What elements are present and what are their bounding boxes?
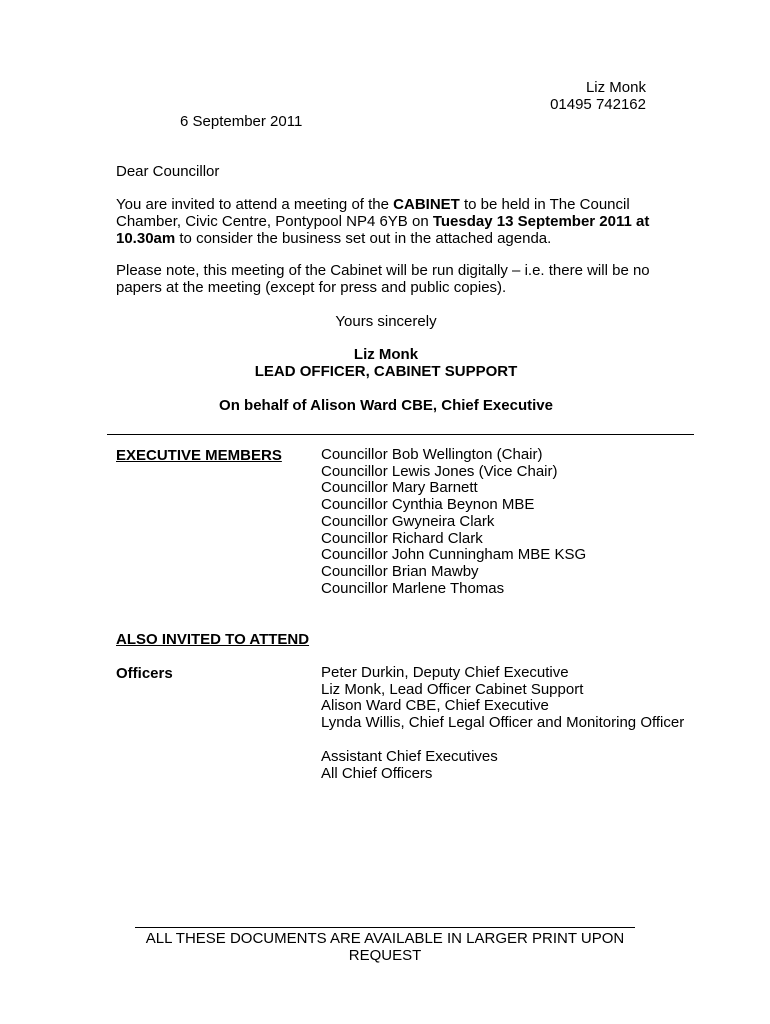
list-item: Councillor Brian Mawby [321, 562, 479, 580]
list-item: Councillor John Cunningham MBE KSG [321, 546, 587, 564]
meeting-datetime: Tuesday 13 September 2011 at 10.30am [116, 213, 650, 247]
large-print-notice [120, 930, 650, 964]
list-item: Councillor Mary Barnett [321, 479, 478, 497]
contact-phone: 01495 742162 [550, 96, 646, 113]
closing: Yours sincerely [335, 313, 437, 330]
list-item: All Chief Officers [321, 764, 433, 782]
digital-note-paragraph: Please note, this meeting of the Cabinet will be run digitally – i.e. there will be no papers at the meeting (except for press and public copies). [116, 262, 650, 296]
signature-title: LEAD OFFICER, CABINET SUPPORT [254, 363, 518, 380]
invitation-text-2: to be held in The Council Chamber, Civic Centre, Pontypool NP4 6YB on [116, 196, 630, 230]
list-item: Councillor Lewis Jones (Vice Chair) [321, 462, 558, 480]
list-item: Councillor Gwyneira Clark [321, 512, 495, 530]
officers-list [321, 665, 684, 732]
list-item: Councillor Cynthia Beynon MBE [321, 496, 535, 514]
cabinet-label: CABINET [393, 196, 460, 213]
footer-line-1: ALL THESE DOCUMENTS ARE AVAILABLE IN LARGER PRINT UPON [145, 930, 625, 947]
executive-members-list [321, 447, 586, 597]
footer-divider [135, 927, 635, 928]
letter-date: 6 September 2011 [180, 113, 303, 130]
salutation: Dear Councillor [116, 163, 220, 180]
list-item: Alison Ward CBE, Chief Executive [321, 697, 549, 715]
list-item: Councillor Marlene Thomas [321, 579, 505, 597]
contact-block [550, 79, 646, 113]
list-item: Councillor Bob Wellington (Chair) [321, 446, 543, 463]
list-item: Lynda Willis, Chief Legal Officer and Monitoring Officer [321, 714, 685, 732]
invitation-text-3: to consider the business set out in the attached agenda. [175, 230, 552, 247]
list-item: Assistant Chief Executives [321, 748, 498, 765]
list-item: Peter Durkin, Deputy Chief Executive [321, 664, 569, 681]
other-invitees-list [321, 749, 498, 782]
also-invited-heading: ALSO INVITED TO ATTEND [116, 631, 310, 648]
list-item: Liz Monk, Lead Officer Cabinet Support [321, 680, 584, 698]
footer-line-2: REQUEST [348, 947, 422, 964]
section-divider [107, 434, 694, 435]
officers-label: Officers [116, 665, 173, 682]
contact-name: Liz Monk [585, 79, 646, 96]
signature-name: Liz Monk [353, 346, 419, 363]
invitation-paragraph [116, 196, 661, 247]
invitation-text-1: You are invited to attend a meeting of the [116, 196, 394, 213]
executive-members-heading: EXECUTIVE MEMBERS [116, 447, 282, 464]
on-behalf-line: On behalf of Alison Ward CBE, Chief Executive [219, 397, 553, 414]
list-item: Councillor Richard Clark [321, 529, 483, 547]
